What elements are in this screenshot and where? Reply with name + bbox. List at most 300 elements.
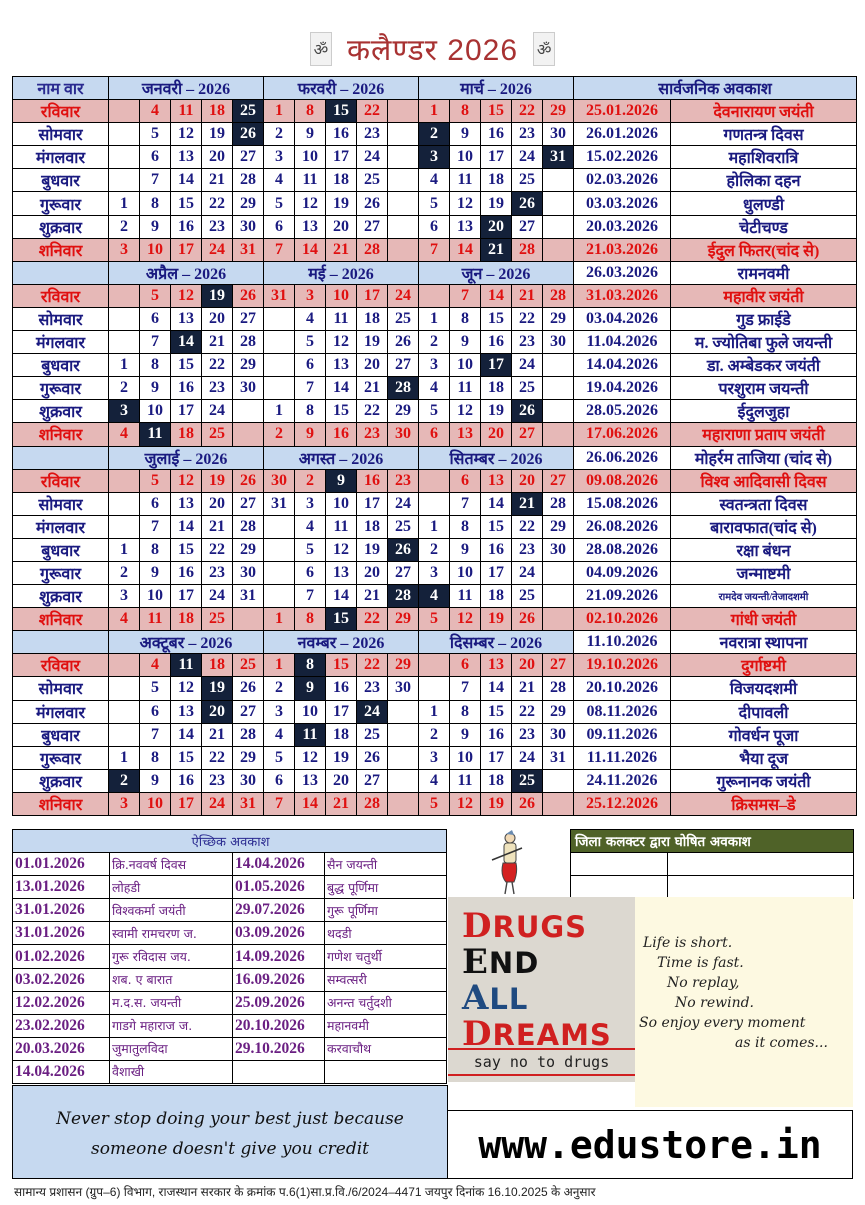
- date-cell: 27: [233, 307, 264, 330]
- date-cell: 1: [264, 654, 295, 677]
- public-holiday-name: महाराणा प्रताप जयंती: [671, 423, 857, 446]
- optional-holiday-name: गुरू पूर्णिमा: [325, 899, 447, 922]
- header-blank: [13, 446, 109, 469]
- public-holiday-name: गोवर्धन पूजा: [671, 723, 857, 746]
- weekday-label: शनिवार: [13, 608, 109, 631]
- date-cell: 14: [450, 238, 481, 261]
- public-holiday-name: रक्षा बंधन: [671, 538, 857, 561]
- public-holiday-date: 25.01.2026: [574, 100, 671, 123]
- public-holiday-name: देवनारायण जयंती: [671, 100, 857, 123]
- optional-holiday-date: 29.07.2026: [233, 899, 325, 922]
- date-cell: 17: [481, 146, 512, 169]
- date-cell: 21: [326, 238, 357, 261]
- date-cell: 12: [171, 469, 202, 492]
- public-holiday-name: मोहर्रम ताजिया (चांद से): [671, 446, 857, 469]
- date-cell: 30: [264, 469, 295, 492]
- date-cell: [264, 377, 295, 400]
- date-cell: [109, 169, 140, 192]
- date-cell: [543, 238, 574, 261]
- date-cell: [109, 723, 140, 746]
- date-cell: 9: [450, 331, 481, 354]
- optional-holiday-name: थदडी: [325, 922, 447, 945]
- date-cell: 23: [357, 123, 388, 146]
- poster-line: DREAMS: [462, 1014, 612, 1054]
- public-holiday-date: 19.10.2026: [574, 654, 671, 677]
- date-cell: [543, 769, 574, 792]
- holiday-date-cell: 25: [233, 100, 264, 123]
- date-cell: 28: [357, 792, 388, 815]
- date-cell: [109, 284, 140, 307]
- public-holiday-name: जन्माष्टमी: [671, 561, 857, 584]
- date-cell: 7: [264, 238, 295, 261]
- month-header: दिसम्बर – 2026: [419, 631, 574, 654]
- date-cell: 22: [202, 192, 233, 215]
- date-cell: 29: [543, 307, 574, 330]
- date-cell: [388, 792, 419, 815]
- date-cell: 30: [233, 561, 264, 584]
- date-cell: 4: [140, 654, 171, 677]
- date-cell: 7: [450, 492, 481, 515]
- weekday-label: सोमवार: [13, 307, 109, 330]
- optional-holiday-name: बुद्ध पूर्णिमा: [325, 876, 447, 899]
- date-cell: 6: [450, 654, 481, 677]
- holiday-date-cell: 11: [171, 654, 202, 677]
- website-link[interactable]: www.edustore.in: [448, 1110, 853, 1179]
- public-holiday-name: ईदुलजुहा: [671, 400, 857, 423]
- date-cell: 13: [450, 423, 481, 446]
- public-holiday-name: दुर्गाष्टमी: [671, 654, 857, 677]
- date-cell: 14: [326, 377, 357, 400]
- date-cell: 7: [450, 284, 481, 307]
- date-cell: 17: [357, 492, 388, 515]
- date-cell: 21: [512, 284, 543, 307]
- date-cell: [388, 746, 419, 769]
- date-cell: 13: [171, 307, 202, 330]
- date-cell: [543, 585, 574, 608]
- date-cell: 22: [512, 515, 543, 538]
- public-holiday-date: 02.03.2026: [574, 169, 671, 192]
- weekday-label: गुरूवार: [13, 561, 109, 584]
- date-cell: 3: [295, 284, 326, 307]
- date-cell: 26: [357, 192, 388, 215]
- date-cell: 9: [140, 377, 171, 400]
- weekday-label: शनिवार: [13, 423, 109, 446]
- date-cell: [543, 400, 574, 423]
- date-cell: 8: [450, 307, 481, 330]
- quote-line: Time is fast.: [657, 955, 744, 971]
- date-cell: 17: [171, 238, 202, 261]
- date-cell: 7: [295, 377, 326, 400]
- date-cell: [388, 123, 419, 146]
- holiday-date-cell: 20: [481, 215, 512, 238]
- date-cell: 9: [295, 123, 326, 146]
- date-cell: 24: [512, 146, 543, 169]
- date-cell: 16: [481, 331, 512, 354]
- date-cell: 1: [109, 538, 140, 561]
- date-cell: 27: [512, 215, 543, 238]
- date-cell: 21: [357, 377, 388, 400]
- motivational-quote: [12, 1085, 448, 1179]
- date-cell: 3: [109, 238, 140, 261]
- date-cell: 25: [512, 169, 543, 192]
- public-holiday-name: ईदुल फितर(चांद से): [671, 238, 857, 261]
- ganesh-icon: ॐ: [310, 32, 332, 66]
- date-cell: [109, 146, 140, 169]
- public-holiday-name: डा. अम्बेडकर जयंती: [671, 354, 857, 377]
- date-cell: 25: [357, 723, 388, 746]
- date-cell: 15: [171, 354, 202, 377]
- date-cell: 1: [109, 746, 140, 769]
- public-holiday-name: म. ज्योतिबा फुले जयन्ती: [671, 331, 857, 354]
- date-cell: 3: [419, 746, 450, 769]
- date-cell: [109, 492, 140, 515]
- date-cell: 11: [295, 169, 326, 192]
- date-cell: 7: [419, 238, 450, 261]
- date-cell: 11: [171, 100, 202, 123]
- date-cell: 24: [512, 746, 543, 769]
- district-holiday-name: [668, 876, 854, 899]
- date-cell: [233, 423, 264, 446]
- holiday-date-cell: 17: [481, 354, 512, 377]
- public-holiday-date: 15.02.2026: [574, 146, 671, 169]
- date-cell: 31: [233, 792, 264, 815]
- quote-line: No replay,: [667, 975, 740, 991]
- date-cell: 28: [233, 331, 264, 354]
- date-cell: 29: [388, 654, 419, 677]
- date-cell: [543, 423, 574, 446]
- date-cell: 19: [326, 746, 357, 769]
- date-cell: 4: [419, 169, 450, 192]
- holiday-date-cell: 4: [419, 585, 450, 608]
- date-cell: 28: [543, 677, 574, 700]
- date-cell: 14: [171, 723, 202, 746]
- date-cell: 19: [481, 400, 512, 423]
- date-cell: 15: [171, 192, 202, 215]
- optional-holiday-date: 14.04.2026: [13, 1060, 110, 1083]
- date-cell: 8: [140, 746, 171, 769]
- optional-holiday-name: म.द.स. जयन्ती: [110, 991, 233, 1014]
- date-cell: 19: [202, 469, 233, 492]
- date-cell: [233, 608, 264, 631]
- date-cell: 19: [357, 331, 388, 354]
- date-cell: [388, 700, 419, 723]
- holiday-date-cell: 21: [512, 492, 543, 515]
- public-holiday-name: गांधी जयंती: [671, 608, 857, 631]
- date-cell: 23: [357, 677, 388, 700]
- optional-holiday-name: अनन्त चर्तुदशी: [325, 991, 447, 1014]
- date-cell: 13: [481, 469, 512, 492]
- date-cell: 24: [202, 238, 233, 261]
- district-holiday-name: [668, 853, 854, 876]
- public-holiday-name: गणतन्त्र दिवस: [671, 123, 857, 146]
- date-cell: 24: [202, 585, 233, 608]
- date-cell: 31: [233, 585, 264, 608]
- date-cell: 10: [140, 792, 171, 815]
- date-cell: 2: [109, 377, 140, 400]
- date-cell: 17: [326, 146, 357, 169]
- date-cell: 2: [264, 123, 295, 146]
- date-cell: 24: [388, 492, 419, 515]
- date-cell: 12: [326, 538, 357, 561]
- header-blank: [13, 631, 109, 654]
- date-cell: 5: [140, 469, 171, 492]
- weekday-label: शुक्रवार: [13, 585, 109, 608]
- date-cell: 12: [171, 123, 202, 146]
- date-cell: [543, 169, 574, 192]
- holiday-date-cell: 19: [202, 677, 233, 700]
- date-cell: 6: [450, 469, 481, 492]
- date-cell: 9: [140, 561, 171, 584]
- date-cell: [543, 377, 574, 400]
- date-cell: 31: [264, 284, 295, 307]
- date-cell: 20: [481, 423, 512, 446]
- date-cell: 10: [450, 746, 481, 769]
- date-cell: 19: [202, 123, 233, 146]
- date-cell: 15: [481, 515, 512, 538]
- date-cell: 5: [140, 677, 171, 700]
- month-header: जनवरी – 2026: [109, 77, 264, 100]
- date-cell: 22: [512, 700, 543, 723]
- public-holiday-date: 11.11.2026: [574, 746, 671, 769]
- date-cell: 19: [481, 192, 512, 215]
- date-cell: 29: [543, 515, 574, 538]
- date-cell: 18: [171, 608, 202, 631]
- holiday-date-cell: 25: [512, 769, 543, 792]
- date-cell: 24: [357, 146, 388, 169]
- date-cell: 30: [543, 331, 574, 354]
- date-cell: 27: [233, 146, 264, 169]
- public-holiday-date: 04.09.2026: [574, 561, 671, 584]
- date-cell: 17: [357, 284, 388, 307]
- date-cell: [388, 169, 419, 192]
- date-cell: [264, 515, 295, 538]
- quote-line: No rewind.: [675, 995, 754, 1011]
- weekday-label: बुधवार: [13, 169, 109, 192]
- date-cell: 21: [202, 515, 233, 538]
- date-cell: 13: [481, 654, 512, 677]
- date-cell: 9: [450, 723, 481, 746]
- date-cell: 30: [543, 123, 574, 146]
- date-cell: [264, 538, 295, 561]
- date-cell: 13: [450, 215, 481, 238]
- date-cell: 18: [481, 585, 512, 608]
- date-cell: 8: [140, 192, 171, 215]
- date-cell: 20: [326, 769, 357, 792]
- footer-note: सामान्य प्रशासन (ग्रुप–6) विभाग, राजस्थान सरकार के क्रमांक प.6(1)सा.प्र.वि./6/2024–4471 जयपुर दिनांक 16.10.2025 के अनुसार: [14, 1185, 596, 1199]
- date-cell: [388, 100, 419, 123]
- date-cell: 25: [202, 608, 233, 631]
- date-cell: 1: [264, 100, 295, 123]
- optional-holiday-name: [325, 1060, 447, 1083]
- public-holiday-name: गुड फ्राईडे: [671, 307, 857, 330]
- date-cell: 6: [264, 215, 295, 238]
- date-cell: 27: [512, 423, 543, 446]
- date-cell: 25: [512, 585, 543, 608]
- weekday-label: सोमवार: [13, 492, 109, 515]
- date-cell: [109, 654, 140, 677]
- date-cell: 12: [450, 400, 481, 423]
- date-cell: [419, 677, 450, 700]
- optional-holiday-date: 23.02.2026: [13, 1014, 110, 1037]
- date-cell: [419, 284, 450, 307]
- date-cell: 11: [450, 169, 481, 192]
- date-cell: [109, 700, 140, 723]
- public-holiday-name: चेटीचण्ड: [671, 215, 857, 238]
- date-cell: 8: [450, 100, 481, 123]
- calendar-title: [0, 28, 865, 68]
- date-cell: [419, 654, 450, 677]
- weekday-label: रविवार: [13, 654, 109, 677]
- date-cell: [264, 585, 295, 608]
- weekday-label: शुक्रवार: [13, 769, 109, 792]
- date-cell: 13: [171, 700, 202, 723]
- date-cell: 21: [202, 169, 233, 192]
- date-cell: 17: [171, 585, 202, 608]
- date-cell: 23: [512, 331, 543, 354]
- header-label: नाम वार: [13, 77, 109, 100]
- public-holiday-name: रामनवमी: [671, 261, 857, 284]
- date-cell: 30: [388, 677, 419, 700]
- date-cell: 24: [512, 561, 543, 584]
- weekday-label: मंगलवार: [13, 515, 109, 538]
- date-cell: 1: [419, 307, 450, 330]
- public-holiday-date: 03.04.2026: [574, 307, 671, 330]
- public-holiday-date: 21.03.2026: [574, 238, 671, 261]
- date-cell: 31: [233, 238, 264, 261]
- date-cell: 6: [419, 423, 450, 446]
- date-cell: 18: [481, 769, 512, 792]
- date-cell: [543, 608, 574, 631]
- date-cell: 6: [295, 354, 326, 377]
- date-cell: 29: [233, 354, 264, 377]
- date-cell: 22: [357, 400, 388, 423]
- month-header: अक्टूबर – 2026: [109, 631, 264, 654]
- date-cell: 21: [202, 723, 233, 746]
- public-holidays-title: सार्वजनिक अवकाश: [574, 77, 857, 100]
- date-cell: [388, 238, 419, 261]
- date-cell: [109, 123, 140, 146]
- date-cell: 8: [295, 608, 326, 631]
- public-holiday-name: नवरात्रा स्थापना: [671, 631, 857, 654]
- date-cell: 20: [202, 492, 233, 515]
- date-cell: 27: [543, 469, 574, 492]
- date-cell: 7: [295, 585, 326, 608]
- title-text: कलैण्डर 2026: [346, 34, 519, 67]
- header-blank: [13, 261, 109, 284]
- date-cell: 4: [295, 307, 326, 330]
- date-cell: 25: [357, 169, 388, 192]
- date-cell: 5: [264, 746, 295, 769]
- date-cell: 8: [295, 400, 326, 423]
- date-cell: 8: [140, 354, 171, 377]
- date-cell: 4: [419, 377, 450, 400]
- date-cell: [109, 469, 140, 492]
- date-cell: 16: [481, 723, 512, 746]
- date-cell: 27: [357, 215, 388, 238]
- date-cell: 27: [233, 700, 264, 723]
- public-holiday-name: रामदेव जयन्ती/तेजादशमी: [671, 585, 857, 608]
- date-cell: 18: [202, 654, 233, 677]
- public-holiday-date: 21.09.2026: [574, 585, 671, 608]
- date-cell: 2: [264, 423, 295, 446]
- date-cell: 30: [543, 538, 574, 561]
- weekday-label: शुक्रवार: [13, 215, 109, 238]
- date-cell: 20: [326, 215, 357, 238]
- month-header: मार्च – 2026: [419, 77, 574, 100]
- date-cell: 22: [357, 100, 388, 123]
- date-cell: 28: [233, 515, 264, 538]
- date-cell: 22: [512, 307, 543, 330]
- district-holiday-date: [571, 876, 668, 899]
- date-cell: [388, 215, 419, 238]
- optional-holiday-date: 20.03.2026: [13, 1037, 110, 1060]
- date-cell: 30: [233, 215, 264, 238]
- optional-holiday-date: 03.09.2026: [233, 922, 325, 945]
- date-cell: 29: [543, 100, 574, 123]
- date-cell: 31: [264, 492, 295, 515]
- date-cell: 2: [109, 215, 140, 238]
- date-cell: [264, 331, 295, 354]
- date-cell: 18: [481, 169, 512, 192]
- holiday-date-cell: 21: [481, 238, 512, 261]
- date-cell: 1: [419, 100, 450, 123]
- date-cell: 5: [295, 331, 326, 354]
- krishna-flute-icon: [488, 830, 528, 896]
- optional-holiday-date: 25.09.2026: [233, 991, 325, 1014]
- weekday-label: मंगलवार: [13, 146, 109, 169]
- date-cell: 16: [481, 538, 512, 561]
- date-cell: 16: [357, 469, 388, 492]
- date-cell: 7: [450, 677, 481, 700]
- date-cell: [419, 469, 450, 492]
- date-cell: 20: [202, 307, 233, 330]
- date-cell: 11: [450, 585, 481, 608]
- date-cell: 24: [388, 284, 419, 307]
- quote-line: as it comes...: [735, 1035, 828, 1051]
- date-cell: 25: [388, 307, 419, 330]
- weekday-label: बुधवार: [13, 538, 109, 561]
- date-cell: 4: [264, 723, 295, 746]
- weekday-label: बुधवार: [13, 354, 109, 377]
- holiday-date-cell: 28: [388, 377, 419, 400]
- weekday-label: गुरूवार: [13, 746, 109, 769]
- district-holiday-date: [571, 853, 668, 876]
- weekday-label: गुरूवार: [13, 377, 109, 400]
- public-holiday-date: 25.12.2026: [574, 792, 671, 815]
- date-cell: 8: [450, 515, 481, 538]
- date-cell: 26: [357, 746, 388, 769]
- date-cell: [388, 723, 419, 746]
- date-cell: 14: [481, 284, 512, 307]
- date-cell: 3: [109, 585, 140, 608]
- date-cell: 4: [295, 515, 326, 538]
- date-cell: 15: [481, 700, 512, 723]
- date-cell: 9: [140, 769, 171, 792]
- date-cell: 7: [140, 515, 171, 538]
- date-cell: 28: [512, 238, 543, 261]
- public-holiday-name: गुरूनानक जयंती: [671, 769, 857, 792]
- weekday-label: शनिवार: [13, 792, 109, 815]
- date-cell: 27: [388, 354, 419, 377]
- public-holiday-date: 26.01.2026: [574, 123, 671, 146]
- public-holiday-name: परशुराम जयन्ती: [671, 377, 857, 400]
- date-cell: 4: [109, 608, 140, 631]
- optional-holiday-date: 03.02.2026: [13, 968, 110, 991]
- month-header: जून – 2026: [419, 261, 574, 284]
- holiday-date-cell: 26: [233, 123, 264, 146]
- date-cell: 6: [140, 492, 171, 515]
- weekday-label: रविवार: [13, 469, 109, 492]
